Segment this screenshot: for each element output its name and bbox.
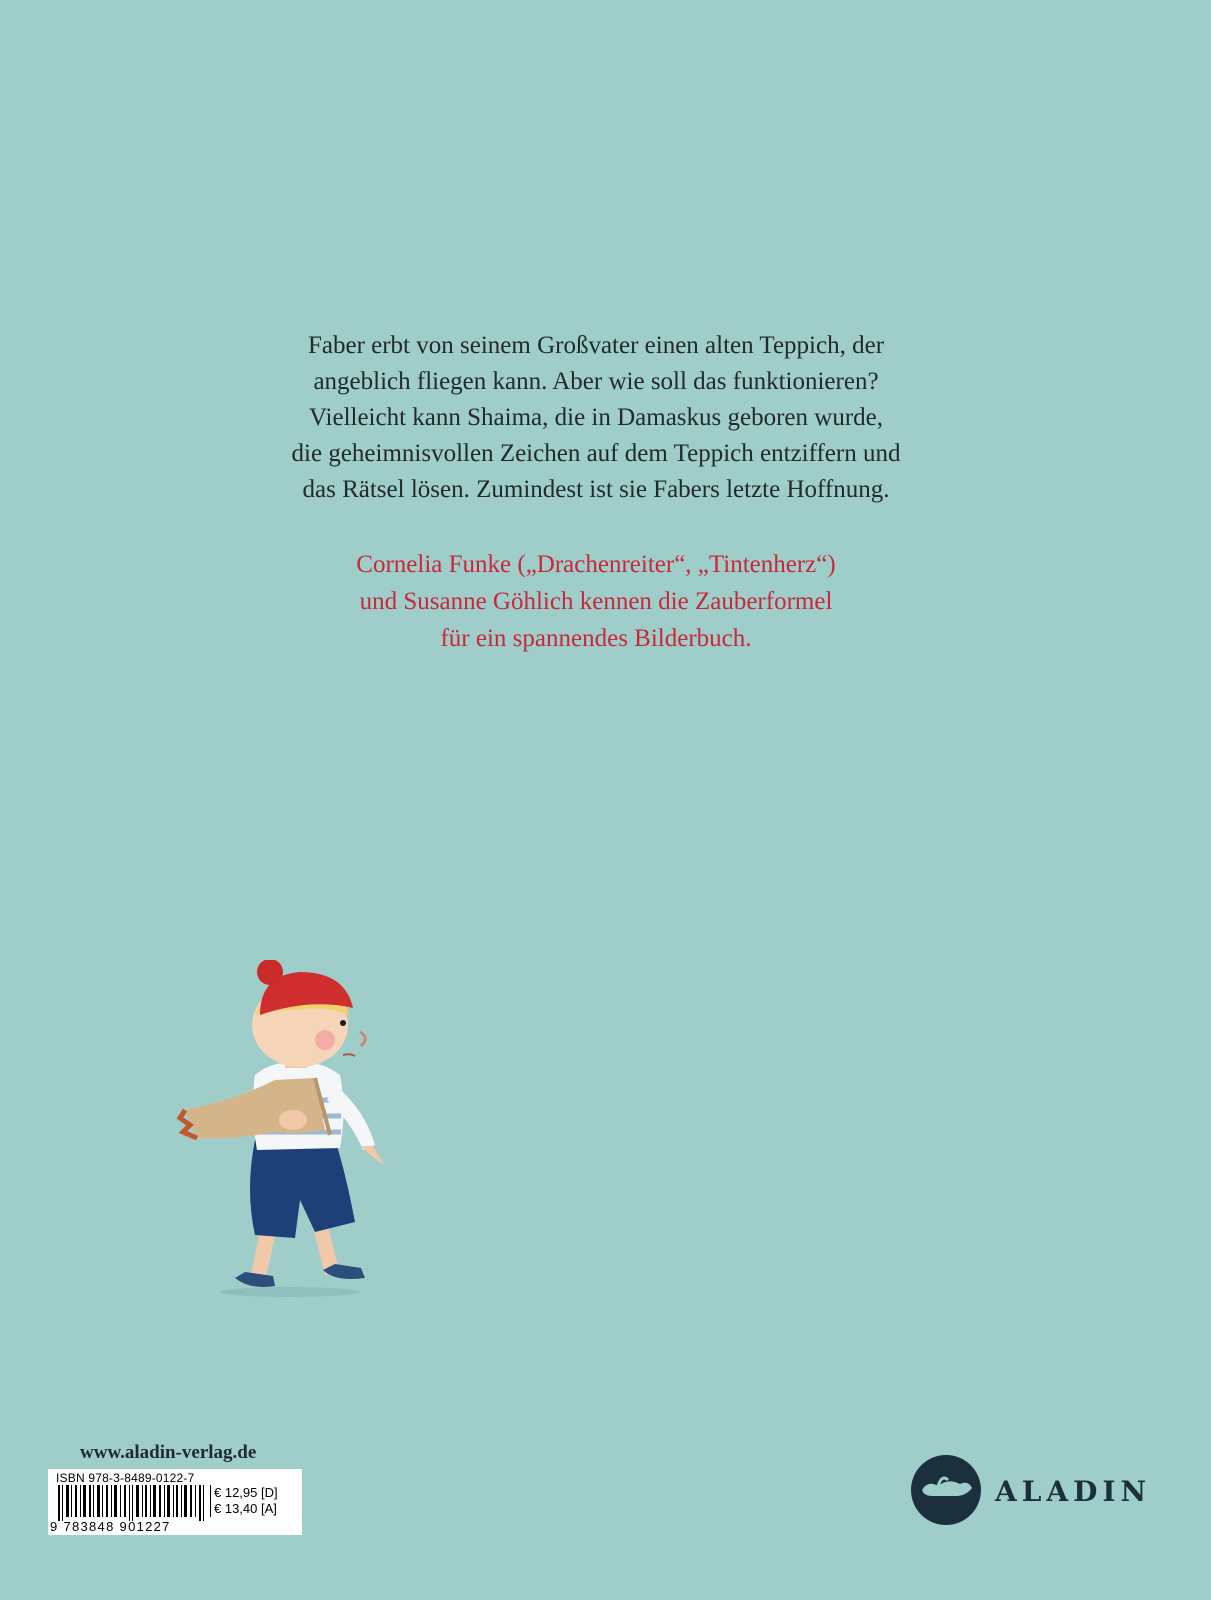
ean-digits: 9 783848 901227 <box>50 1519 171 1534</box>
blurb-text <box>150 328 1042 508</box>
blurb-line: Vielleicht kann Shaima, die in Damaskus geboren wurde, <box>308 404 884 431</box>
publisher-name: ALADIN <box>995 1475 1152 1508</box>
blurb-line: die geheimnisvollen Zeichen auf dem Teppich entziffern und <box>291 440 901 467</box>
price-germany: € 12,95 [D] <box>214 1485 278 1500</box>
tagline-line: Cornelia Funke („Drachenreiter“, „Tintenherz“) <box>356 551 836 578</box>
boy-carrying-carpet-illustration <box>175 960 415 1300</box>
blurb-line: das Rätsel lösen. Zumindest ist sie Fabers letzte Hoffnung. <box>302 476 890 503</box>
tagline-line: für ein spannendes Bilderbuch. <box>440 625 752 652</box>
barcode-label <box>48 1469 302 1535</box>
price-block <box>210 1485 278 1517</box>
barcode-icon <box>56 1485 206 1521</box>
tagline-line: und Susanne Göhlich kennen die Zauberformel <box>359 588 833 615</box>
tagline-text <box>150 546 1042 657</box>
blurb-line: angeblich fliegen kann. Aber wie soll das funktionieren? <box>313 368 879 395</box>
isbn-number: ISBN 978-3-8489-0122-7 <box>56 1471 195 1485</box>
website-url[interactable]: www.aladin-verlag.de <box>80 1442 257 1463</box>
price-austria: € 13,40 [A] <box>214 1501 277 1516</box>
blurb-line: Faber erbt von seinem Großvater einen alten Teppich, der <box>307 332 885 359</box>
